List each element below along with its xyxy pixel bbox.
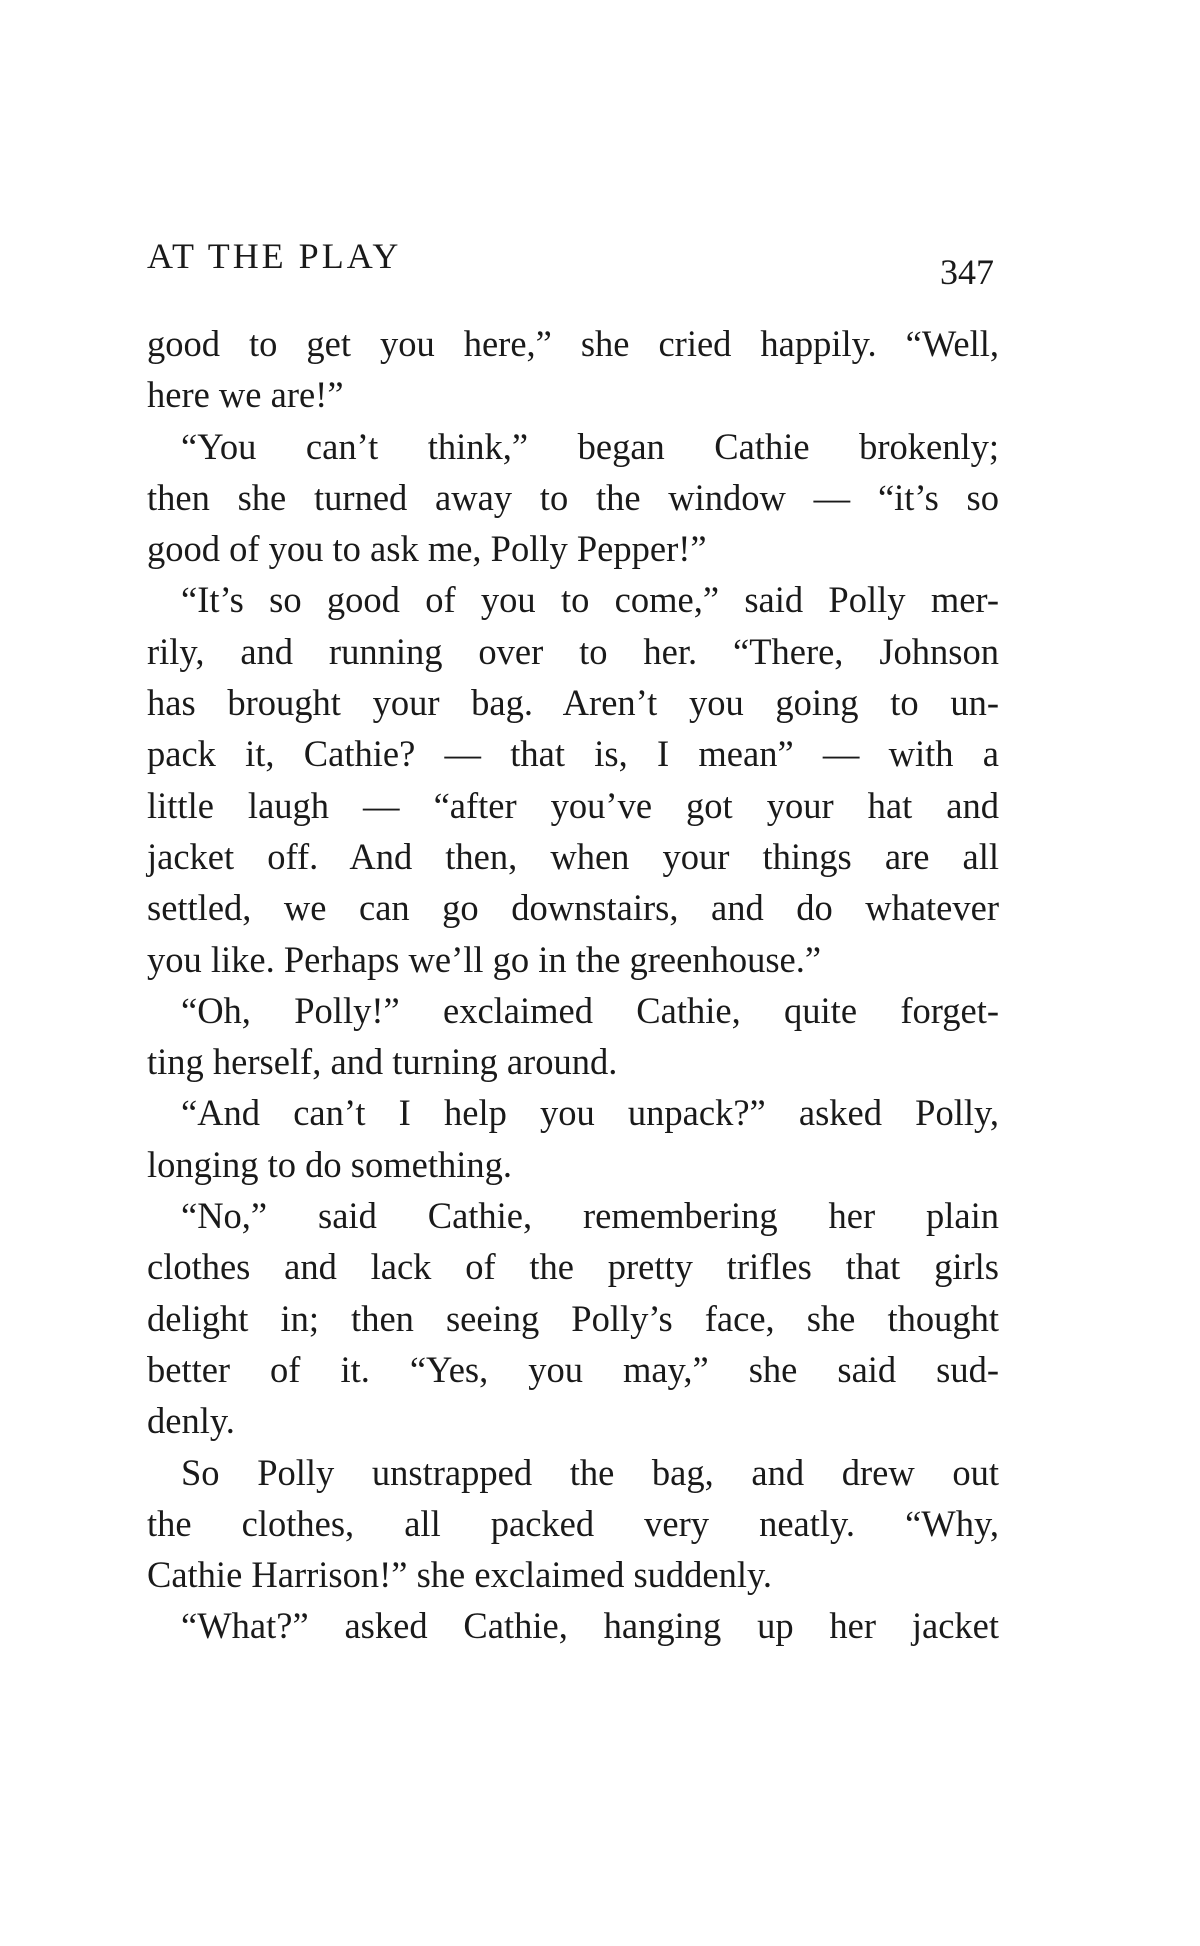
page-number: 347 bbox=[940, 252, 994, 292]
text-line: delight in; then seeing Polly’s face, she thought bbox=[147, 1297, 999, 1339]
text-line: denly. bbox=[147, 1400, 235, 1442]
text-line: good to get you here,” she cried happily. “Well, bbox=[147, 323, 999, 364]
text-line: better of it. “Yes, you may,” she said sud- bbox=[147, 1348, 999, 1390]
running-head: AT THE PLAY bbox=[147, 236, 402, 276]
text-line: clothes and lack of the pretty trifles that girls bbox=[147, 1246, 999, 1288]
text-line: “It’s so good of you to come,” said Polly mer- bbox=[181, 579, 999, 621]
text-line: “And can’t I help you unpack?” asked Polly, bbox=[181, 1092, 999, 1134]
text-line: then she turned away to the window — “it’s so bbox=[147, 476, 999, 518]
text-line: ting herself, and turning around. bbox=[147, 1041, 618, 1083]
text-line: Cathie Harrison!” she exclaimed suddenly. bbox=[147, 1554, 773, 1596]
text-line: little laugh — “after you’ve got your hat and bbox=[147, 784, 999, 826]
text-line: the clothes, all packed very neatly. “Why, bbox=[147, 1502, 999, 1544]
text-line: “No,” said Cathie, remembering her plain bbox=[181, 1195, 999, 1237]
body-text bbox=[147, 318, 999, 1652]
text-line: “What?” asked Cathie, hanging up her jacket bbox=[181, 1605, 999, 1647]
text-line: you like. Perhaps we’ll go in the greenhouse.” bbox=[147, 938, 822, 980]
text-line: rily, and running over to her. “There, Johnson bbox=[147, 630, 999, 672]
text-line: good of you to ask me, Polly Pepper!” bbox=[147, 528, 707, 570]
text-line: here we are!” bbox=[147, 374, 344, 416]
text-line: jacket off. And then, when your things are all bbox=[147, 835, 999, 877]
text-line: longing to do something. bbox=[147, 1143, 512, 1185]
text-line: pack it, Cathie? — that is, I mean” — with a bbox=[147, 733, 999, 775]
text-line: So Polly unstrapped the bag, and drew out bbox=[181, 1451, 999, 1493]
text-line: “Oh, Polly!” exclaimed Cathie, quite forget- bbox=[181, 989, 999, 1031]
text-line: has brought your bag. Aren’t you going to un- bbox=[147, 682, 999, 724]
text-line: settled, we can go downstairs, and do whatever bbox=[147, 887, 999, 929]
text-line: “You can’t think,” began Cathie brokenly; bbox=[181, 425, 999, 467]
